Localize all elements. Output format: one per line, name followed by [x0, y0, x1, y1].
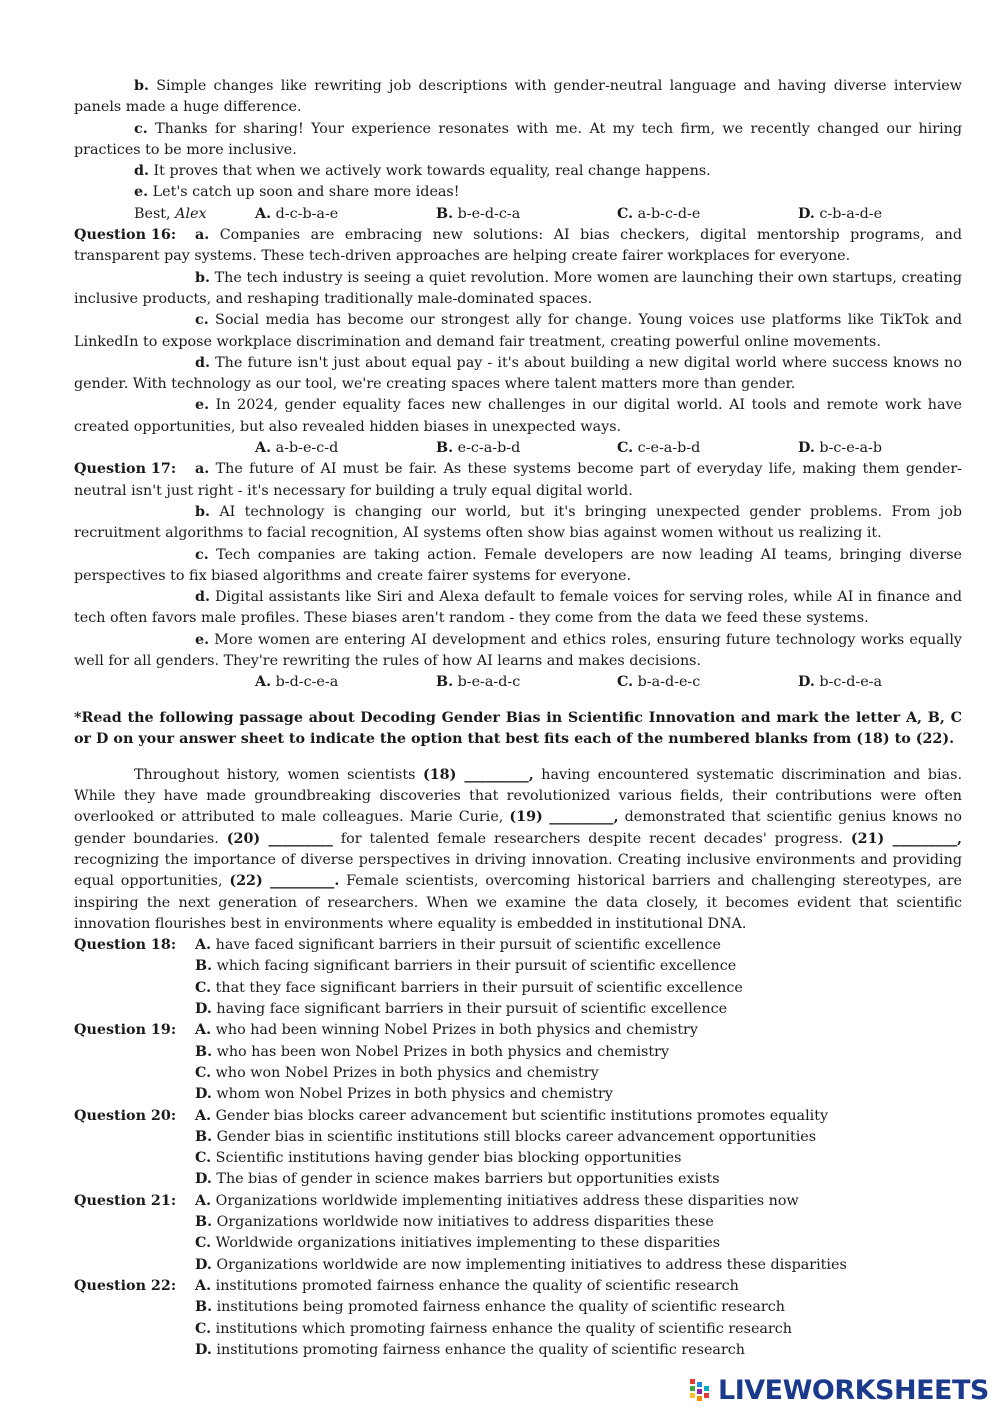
q18-option-d[interactable]: D. having face significant barriers in their pursuit of scientific excellence: [195, 1001, 728, 1018]
q15-closing: Best, Alex: [134, 205, 207, 222]
q22-option-c[interactable]: C. institutions which promoting fairness enhance the quality of scientific research: [195, 1320, 792, 1337]
liveworksheets-logo-icon: [690, 1377, 714, 1403]
q16-item-c: c. Social media has become our strongest ally for change. Young voices use platforms like TikTok and LinkedIn to expose workplace discrimination and demand fair treatment, creating powerful online movements.: [74, 312, 963, 350]
q17-item-e: e. More women are entering AI development and ethics roles, ensuring future technology works equally well for all genders. They're rewriting the rules of how AI learns and makes decisions.: [74, 631, 962, 670]
q18-option-c[interactable]: C. that they face significant barriers in their pursuit of scientific excellence: [195, 979, 743, 996]
q21-option-a[interactable]: A. Organizations worldwide implementing initiatives address these disparities now: [195, 1192, 799, 1209]
q17-option-d[interactable]: D. b-c-d-e-a: [798, 674, 883, 691]
q15-option-c[interactable]: C. a-b-c-d-e: [617, 205, 701, 222]
q16-item-d: d. The future isn't just about equal pay - it's about building a new digital world where success knows no gender. With technology as our tool, we're creating spaces where talent matters more than gender.: [74, 354, 962, 393]
question-21: Question 21: A. Organizations worldwide implementing initiatives address these disparities now B. Organizations worldwide now initiatives to address disparities these C. Worldwide organizations initiatives implementing to these disparities D. Organizations worldwide are now implementing initiatives to address these disparities: [74, 1191, 962, 1276]
q21-option-c[interactable]: C. Worldwide organizations initiatives implementing to these disparities: [195, 1235, 721, 1252]
q16-option-a[interactable]: A. a-b-e-c-d: [255, 440, 339, 457]
q15-item-b: b. Simple changes like rewriting job descriptions with gender-neutral language and having diverse interview panels made a huge difference.: [74, 78, 962, 116]
q20-option-a[interactable]: A. Gender bias blocks career advancement but scientific institutions promotes equality: [195, 1107, 829, 1124]
q16-option-c[interactable]: C. c-e-a-b-d: [617, 440, 701, 457]
q19-option-d[interactable]: D. whom won Nobel Prizes in both physics and chemistry: [195, 1086, 613, 1103]
q20-option-d[interactable]: D. The bias of gender in science makes barriers but opportunities exists: [195, 1171, 720, 1188]
q17-item-a: Question 17: a. The future of AI must be fair. As these systems become part of everyday life, making them gender-neutral isn't just right - it's necessary for building a truly equal digital world.: [74, 461, 962, 499]
blank-21: (21) _________,: [850, 830, 962, 847]
q19-option-a[interactable]: A. who had been winning Nobel Prizes in both physics and chemistry: [195, 1022, 698, 1039]
q17-item-d: d. Digital assistants like Siri and Alexa default to female voices for serving roles, while AI in finance and tech often favors male profiles. These biases aren't random - they come from the data we feed these systems.: [74, 589, 962, 627]
q18-option-a[interactable]: A. have faced significant barriers in their pursuit of scientific excellence: [195, 937, 721, 954]
q17-item-b: b. AI technology is changing our world, but it's bringing unexpected gender problems. From job recruitment algorithms to facial recognition, AI systems often show bias against women without us realizing it.: [74, 503, 962, 542]
q15-item-c: c. Thanks for sharing! Your experience resonates with me. At my tech firm, we recently changed our hiring practices to be more inclusive.: [74, 120, 962, 158]
question-22: Question 22: A. institutions promoted fairness enhance the quality of scientific research B. institutions being promoted fairness enhance the quality of scientific research C. institutions which promoting fairness enhance the quality of scientific research D. institutions promoting fairness enhance the quality of scientific research: [74, 1276, 962, 1361]
q16-item-b: b. The tech industry is seeing a quiet revolution. More women are launching their own startups, creating inclusive products, and reshaping traditionally male-dominated spaces.: [74, 269, 962, 307]
q17-option-c[interactable]: C. b-a-d-e-c: [617, 674, 701, 691]
q17-option-a[interactable]: A. b-d-c-e-a: [255, 674, 339, 691]
liveworksheets-logo-text: LIVEWORKSHEETS: [718, 1374, 989, 1406]
q18-option-b[interactable]: B. which facing significant barriers in their pursuit of scientific excellence: [195, 958, 737, 975]
q16-option-b[interactable]: B. e-c-a-b-d: [436, 440, 521, 457]
q15-option-d[interactable]: D. c-b-a-d-e: [798, 205, 883, 222]
q16-item-e: e. In 2024, gender equality faces new challenges in our digital world. AI tools and remote work have created opportunities, but also revealed hidden biases in unexpected ways.: [74, 397, 963, 435]
passage-instruction: *Read the following passage about Decoding Gender Bias in Scientific Innovation and mark the letter A, B, C or D on your answer sheet to indicate the option that best fits each of the numbered blanks from (18) to (22).: [74, 709, 962, 748]
q16-option-d[interactable]: D. b-c-e-a-b: [798, 440, 883, 457]
q16-item-a: Question 16: a. Companies are embracing new solutions: AI bias checkers, digital mentorship programs, and transparent pay systems. These tech-driven approaches are helping create fairer workplaces for everyone.: [74, 227, 963, 265]
q21-option-b[interactable]: B. Organizations worldwide now initiatives to address disparities these: [195, 1214, 714, 1231]
q19-option-c[interactable]: C. who won Nobel Prizes in both physics and chemistry: [195, 1064, 599, 1081]
q17-option-b[interactable]: B. b-e-a-d-c: [436, 674, 521, 691]
blank-22: (22) _________.: [229, 873, 340, 890]
q15-options: [74, 204, 962, 225]
liveworksheets-logo: [690, 1375, 989, 1405]
blank-20: (20) _________: [226, 830, 333, 847]
q15-item-e: e. Let's catch up soon and share more ideas!: [134, 184, 460, 201]
q21-option-d[interactable]: D. Organizations worldwide are now implementing initiatives to address these disparities: [195, 1256, 847, 1273]
q22-option-d[interactable]: D. institutions promoting fairness enhance the quality of scientific research: [195, 1341, 745, 1358]
q22-option-a[interactable]: A. institutions promoted fairness enhance the quality of scientific research: [195, 1277, 739, 1294]
q15-option-b[interactable]: B. b-e-d-c-a: [436, 205, 521, 222]
question-20: Question 20: A. Gender bias blocks career advancement but scientific institutions promotes equality B. Gender bias in scientific institutions still blocks career advancement opportunities C. Scientific institutions having gender bias blocking opportunities D. The bias of gender in science makes barriers but opportunities exists: [74, 1106, 962, 1191]
blank-18: (18) _________,: [422, 766, 534, 783]
q17-options: [74, 672, 962, 693]
question-19: Question 19: A. who had been winning Nobel Prizes in both physics and chemistry B. who has been won Nobel Prizes in both physics and chemistry C. who won Nobel Prizes in both physics and chemistry D. whom won Nobel Prizes in both physics and chemistry: [74, 1020, 962, 1105]
q20-option-c[interactable]: C. Scientific institutions having gender bias blocking opportunities: [195, 1150, 682, 1167]
passage-text: Throughout history, women scientists (18) _________, having encountered systematic discrimination and bias. While they have made groundbreaking discoveries that revolutionized various fields, their contributions were often overlooked or attributed to male colleagues. Marie Curie, (19) _________, demonstrated that scientific genius knows no gender boundaries. (20) _________ for talented female researchers despite recent decades' progress. (21) _________, recognizing the importance of diverse perspectives in driving innovation. Creating inclusive environments and providing equal opportunities, (22) _________. Female scientists, overcoming historical barriers and challenging stereotypes, are inspiring the next generation of researchers. When we examine the data closely, it becomes evident that scientific innovation flourishes best in environments where equality is embedded in institutional DNA.: [74, 766, 962, 932]
blank-19: (19) _________,: [509, 809, 619, 826]
q15-item-d: d. It proves that when we actively work towards equality, real change happens.: [134, 163, 711, 180]
q20-option-b[interactable]: B. Gender bias in scientific institutions still blocks career advancement opportunities: [195, 1128, 817, 1145]
question-18: Question 18: A. have faced significant barriers in their pursuit of scientific excellence B. which facing significant barriers in their pursuit of scientific excellence C. that they face significant barriers in their pursuit of scientific excellence D. having face significant barriers in their pursuit of scientific excellence: [74, 935, 962, 1020]
q16-options: [74, 438, 962, 459]
q15-option-a[interactable]: A. d-c-b-a-e: [255, 205, 339, 222]
q22-option-b[interactable]: B. institutions being promoted fairness enhance the quality of scientific research: [195, 1299, 785, 1316]
q19-option-b[interactable]: B. who has been won Nobel Prizes in both physics and chemistry: [195, 1043, 670, 1060]
q17-item-c: c. Tech companies are taking action. Female developers are now leading AI teams, bringing diverse perspectives to fix biased algorithms and create fairer systems for everyone.: [74, 546, 962, 584]
worksheet-page: [74, 76, 962, 1361]
